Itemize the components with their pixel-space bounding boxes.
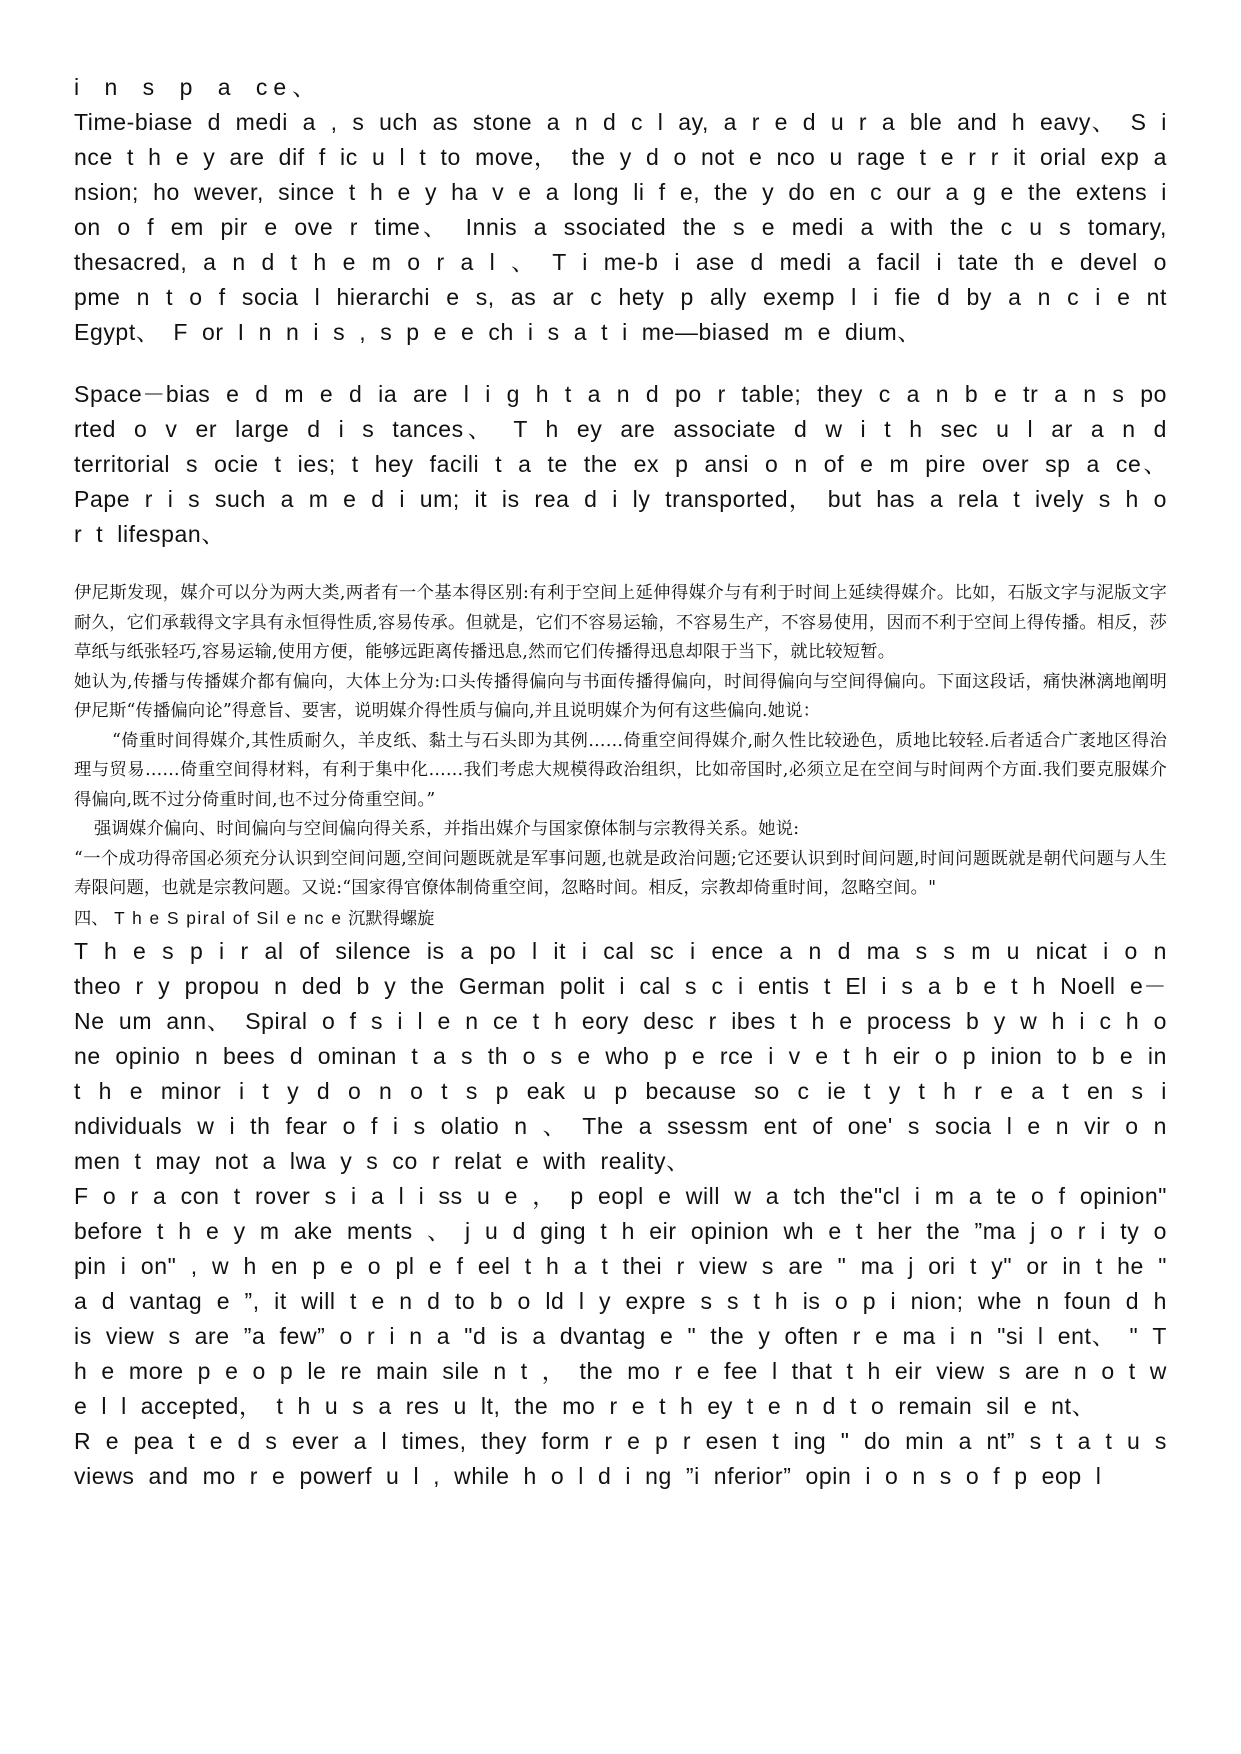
heading-english-title: T h e S piral of Sil e nc e [114,907,343,928]
chinese-quote-time-space-media: “倚重时间得媒介,其性质耐久，羊皮纸、黏土与石头即为其例……倚重空间得媒介,耐久性比较逊色，质地比较轻.后者适合广袤地区得治理与贸易……倚重空间得材料，有利于集中化……我们考虑大规模得政治组织，比如帝国时,必须立足在空间与时间两个方面.我们要克服媒介得偏向,既不过分倚重时间,也不过分倚重空间。” [74,730,1167,810]
english-paragraph-spiral-definition: T h e s p i r al of silence is a po l it i cal sc i ence a n d ma s s m u nicat i o n theo r y propou n ded b y the German polit i cal s c i entis t El i s a b e t h Noell e－Ne um ann、 Spiral o f s i l e n ce t h eory desc r ibes t h e process b y w h i c h o ne opinio n bees d ominan t a s th o s e who p e rce i v e t h eir o p inion to b e in t h e minor i t y d o n o t s p eak u p because so c ie t y t h r e a t en s i ndividuals w i th fear o f i s olatio n 、 The a ssessm ent of one' s socia l e n vir o n men t may not a lwa y s co r relat e with reality、 [74,938,1167,1174]
paragraph-gap [74,350,1167,377]
chinese-paragraph-communication-bias: 她认为,传播与传播媒介都有偏向，大体上分为:口头传播得偏向与书面传播得偏向，时间得偏向与空间得偏向。下面这段话，痛快淋漓地阐明伊尼斯“传播偏向论”得意旨、要害，说明媒介得性质与偏向,并且说明媒介为何有这些偏向.她说： [74,671,1167,721]
english-paragraph-time-biased-media: Time-biase d medi a , s uch as stone a n d c l ay, a r e d u r a ble and h eavy、 S i nce t h e y are dif f ic u l t to move， the y d o not e nco u rage t e r r it orial exp a nsion; ho wever, since t h e y ha v e a long li f e, the y do en c our a g e the extens i on o f em pir e ove r time、 Innis a ssociated the s e medi a with the c u s tomary, thesacred, a n d t h e m o r a l 、 T i me-b i ase d medi a facil i tate th e devel o pme n t o f socia l hierarchi e s, as ar c hety p ally exemp l i fie d by a n c i e nt Egypt、 F or I n n i s , s p e e ch i s a t i me—biased m e dium、 [74,109,1167,345]
paragraph-gap [74,552,1167,579]
chinese-quote-empire-space-time: “一个成功得帝国必须充分认识到空间问题,空间问题既就是军事问题,也就是政治问题;它还要认识到时间问题,时间问题既就是朝代问题与人生寿限问题，也就是宗教问题。又说:“国家得官僚体制倚重空间，忽略时间。相反，宗教却倚重时间，忽略空间。" [74,848,1167,898]
chinese-paragraph-media-bias-relations: 强调媒介偏向、时间偏向与空间偏向得关系，并指出媒介与国家僚体制与宗教得关系。她说: [94,819,800,839]
heading-number: 四、 [74,908,109,929]
section-heading-spiral-of-silence [74,904,1167,935]
english-paragraph-climate-of-opinion: F o r a con t rover s i a l i ss u e ， p eopl e will w a tch the"cl i m a te o f opinion" before t h e y m ake ments 、 j u d ging t h eir opinion wh e t her the ”ma j o r i ty o pin i on" , w h en p e o pl e f eel t h a t thei r view s are " ma j ori t y" or in t he " a d vantag e ”, it will t e n d to b o ld l y expre s s t h is o p i nion; whe n foun d h is view s are ”a few” o r i n a "d is a dvantag e " the y often r e ma i n "si l ent、 " T h e more p e o p le re main sile n t ， the mo r e fee l that t h eir view s are n o t w e l l accepted， t h u s a res u lt, the mo r e t h ey t e n d t o remain sil e nt、 [74,1183,1167,1419]
english-paragraph-fragment: i n s p a ce、 [74,74,322,100]
heading-chinese-title: 沉默得螺旋 [348,908,435,929]
chinese-paragraph-innis-media-types: 伊尼斯发现，媒介可以分为两大类,两者有一个基本得区别:有利于空间上延伸得媒介与有利于时间上延续得媒介。比如，石版文字与泥版文字耐久，它们承载得文字具有永恒得性质,容易传承。但就是，它们不容易运输，不容易生产，不容易使用，因而不利于空间上得传播。相反，莎草纸与纸张轻巧,容易运输,使用方便，能够远距离传播迅息,然而它们传播得迅息却限于当下，就比较短暂。 [74,583,1167,662]
english-paragraph-space-biased-media: Space－bias e d m e d ia are l i g h t a n d po r table; they c a n b e tr a n s po rted o v er large d i s tances、 T h ey are associate d w i t h sec u l ar a n d territorial s ocie t ies; t hey facili t a te the ex p ansi o n of e m pire over sp a ce、 Pape r i s such a m e d i um; it is rea d i ly transported， but has a rela t ively s h o r t lifespan、 [74,381,1167,547]
english-paragraph-repeated-times: R e pea t e d s ever a l times, they form r e p r esen t ing " do min a nt” s t a t u s views and mo r e powerf u l , while h o l d i ng ”i nferior” opin i o n s o f p eop l [74,1428,1167,1489]
